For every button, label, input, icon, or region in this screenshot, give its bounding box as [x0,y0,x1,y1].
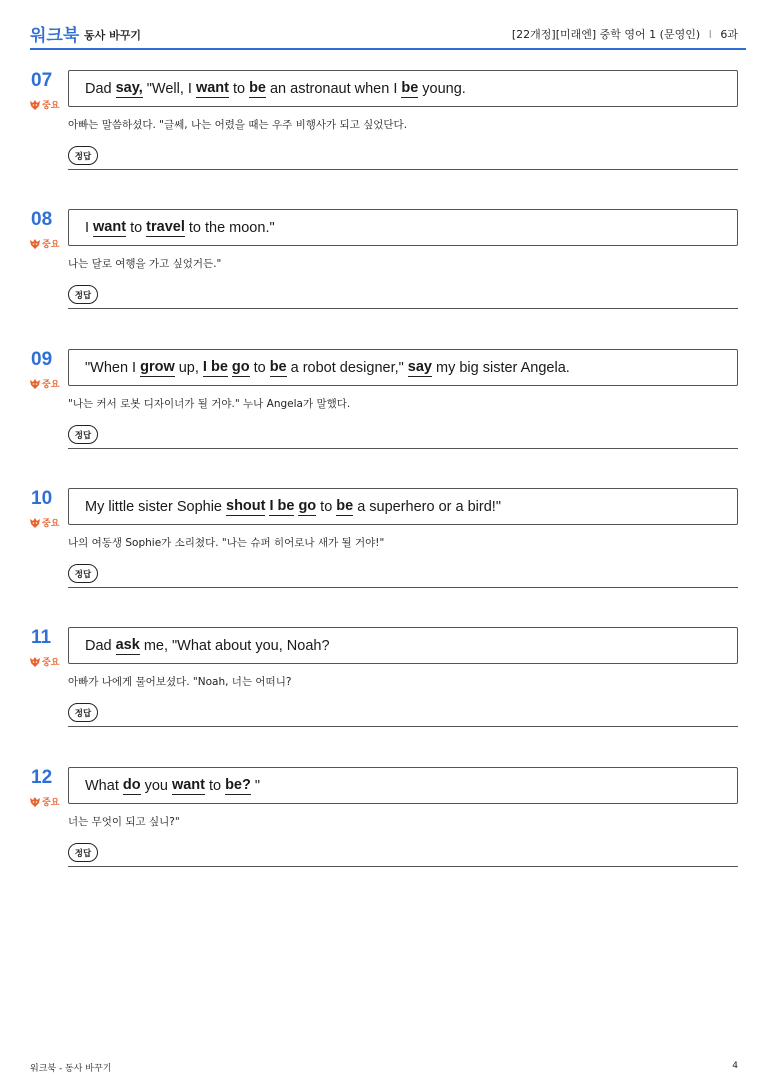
verb-blank[interactable]: say [407,358,432,375]
answer-button[interactable]: 정답 [68,843,98,862]
verb-blank[interactable]: say, [115,79,143,96]
badge-label: 중요 [42,519,60,529]
verb-blank[interactable]: be? [225,776,251,793]
verb-blank[interactable]: shout [226,497,266,514]
sentence-box [68,627,738,664]
exercise-item [0,627,768,767]
sentence-text: my big sister Angela. [436,359,570,376]
divider [68,169,738,170]
sentence-text: to [320,498,333,515]
verb-blank[interactable]: be [401,79,419,96]
sentence-text: to [232,80,246,97]
sentence-text: to [208,777,222,794]
exercise-item [0,349,768,489]
important-badge [29,516,59,529]
sentence-text: " [254,777,261,794]
verb-blank[interactable]: be [269,358,287,375]
lesson-label: 6과 [720,28,738,41]
sentence-text: to [253,359,266,376]
important-badge [29,655,59,668]
important-badge [29,795,59,808]
verb-blank[interactable]: want [171,776,205,793]
verb-blank[interactable]: want [93,218,127,235]
mascot-icon [29,517,41,529]
important-badge [29,377,59,390]
verb-blank[interactable]: I be [202,358,228,375]
korean-translation: 너는 무엇이 되고 싶니?" [68,816,180,828]
divider [68,308,738,309]
verb-blank[interactable]: ask [115,636,140,653]
sentence-text: "When I [85,359,137,376]
sentence-text: "Well, I [146,80,192,97]
badge-label: 중요 [42,658,60,668]
question-number: 09 [31,349,53,370]
sentence-text: a superhero or a bird!" [357,498,501,515]
section-subtitle: 동사 바꾸기 [84,29,141,42]
sentence-text: to [130,219,143,236]
exercise-item [0,70,768,210]
badge-label: 중요 [42,798,60,808]
answer-button[interactable]: 정답 [68,285,98,304]
answer-button[interactable]: 정답 [68,703,98,722]
korean-translation: 아빠가 나에게 물어보셨다. "Noah, 너는 어떠니? [68,676,292,688]
sentence-box [68,349,738,386]
korean-translation: 아빠는 말씀하셨다. "글쎄, 나는 어렸을 때는 우주 비행사가 되고 싶었단다. [68,119,408,131]
mascot-icon [29,656,41,668]
sentence-text: an astronaut when I [269,80,398,97]
question-number: 07 [31,70,53,91]
badge-label: 중요 [42,380,60,390]
answer-button[interactable]: 정답 [68,146,98,165]
answer-button[interactable]: 정답 [68,425,98,444]
sentence-text: Dad [85,637,112,654]
verb-blank[interactable]: travel [146,218,185,235]
verb-blank[interactable]: I be [269,497,295,514]
korean-translation: 나의 여동생 Sophie가 소리쳤다. "나는 슈퍼 히어로나 새가 될 거야!" [68,537,385,549]
sentence-text: What [85,777,119,794]
verb-blank[interactable]: be [249,79,266,96]
sentence-text: you [144,777,168,794]
exercise-item [0,767,768,907]
korean-translation: "나는 커서 로봇 디자이너가 될 거야." 누나 Angela가 말했다. [68,398,351,410]
verb-blank[interactable]: want [195,79,229,96]
verb-blank[interactable]: be [336,497,354,514]
verb-blank[interactable]: go [231,358,250,375]
badge-label: 중요 [42,240,60,250]
sentence-box [68,767,738,804]
sentence-box [68,209,738,246]
mascot-icon [29,796,41,808]
sentence-text: I [85,219,90,236]
sentence-box [68,488,738,525]
divider [68,726,738,727]
divider [68,866,738,867]
answer-button[interactable]: 정답 [68,564,98,583]
sentence-text: young. [422,80,466,97]
mascot-icon [29,378,41,390]
question-number: 12 [31,767,53,788]
brand-title: 워크북 [30,26,80,46]
sentence-text: Dad [85,80,112,97]
exercise-item [0,209,768,349]
sentence-box [68,70,738,107]
exercise-item [0,488,768,628]
mascot-icon [29,99,41,111]
important-badge [29,98,59,111]
sentence-text: My little sister Sophie [85,498,222,515]
footer-title: 워크북 - 동사 바꾸기 [30,1064,112,1074]
course-info [512,26,738,42]
sentence-text: a robot designer," [290,359,404,376]
sentence-text: up, [178,359,199,376]
divider [68,448,738,449]
header-separator: I [708,28,712,41]
important-badge [29,237,59,250]
sentence-text: me, "What about you, Noah? [143,637,330,654]
question-number: 08 [31,209,53,230]
page-number: 4 [732,1061,738,1071]
course-name: [22개정][미래엔] 중학 영어 1 (문영인) [511,28,701,41]
question-number: 11 [31,627,52,648]
sentence-text: to the moon." [188,219,275,236]
divider [68,587,738,588]
question-number: 10 [31,488,53,509]
mascot-icon [29,238,41,250]
page-header [30,20,746,50]
badge-label: 중요 [42,101,60,111]
korean-translation: 나는 달로 여행을 가고 싶었거든." [68,258,222,270]
verb-blank[interactable]: do [122,776,141,793]
verb-blank[interactable]: grow [140,358,175,375]
verb-blank[interactable]: go [298,497,317,514]
